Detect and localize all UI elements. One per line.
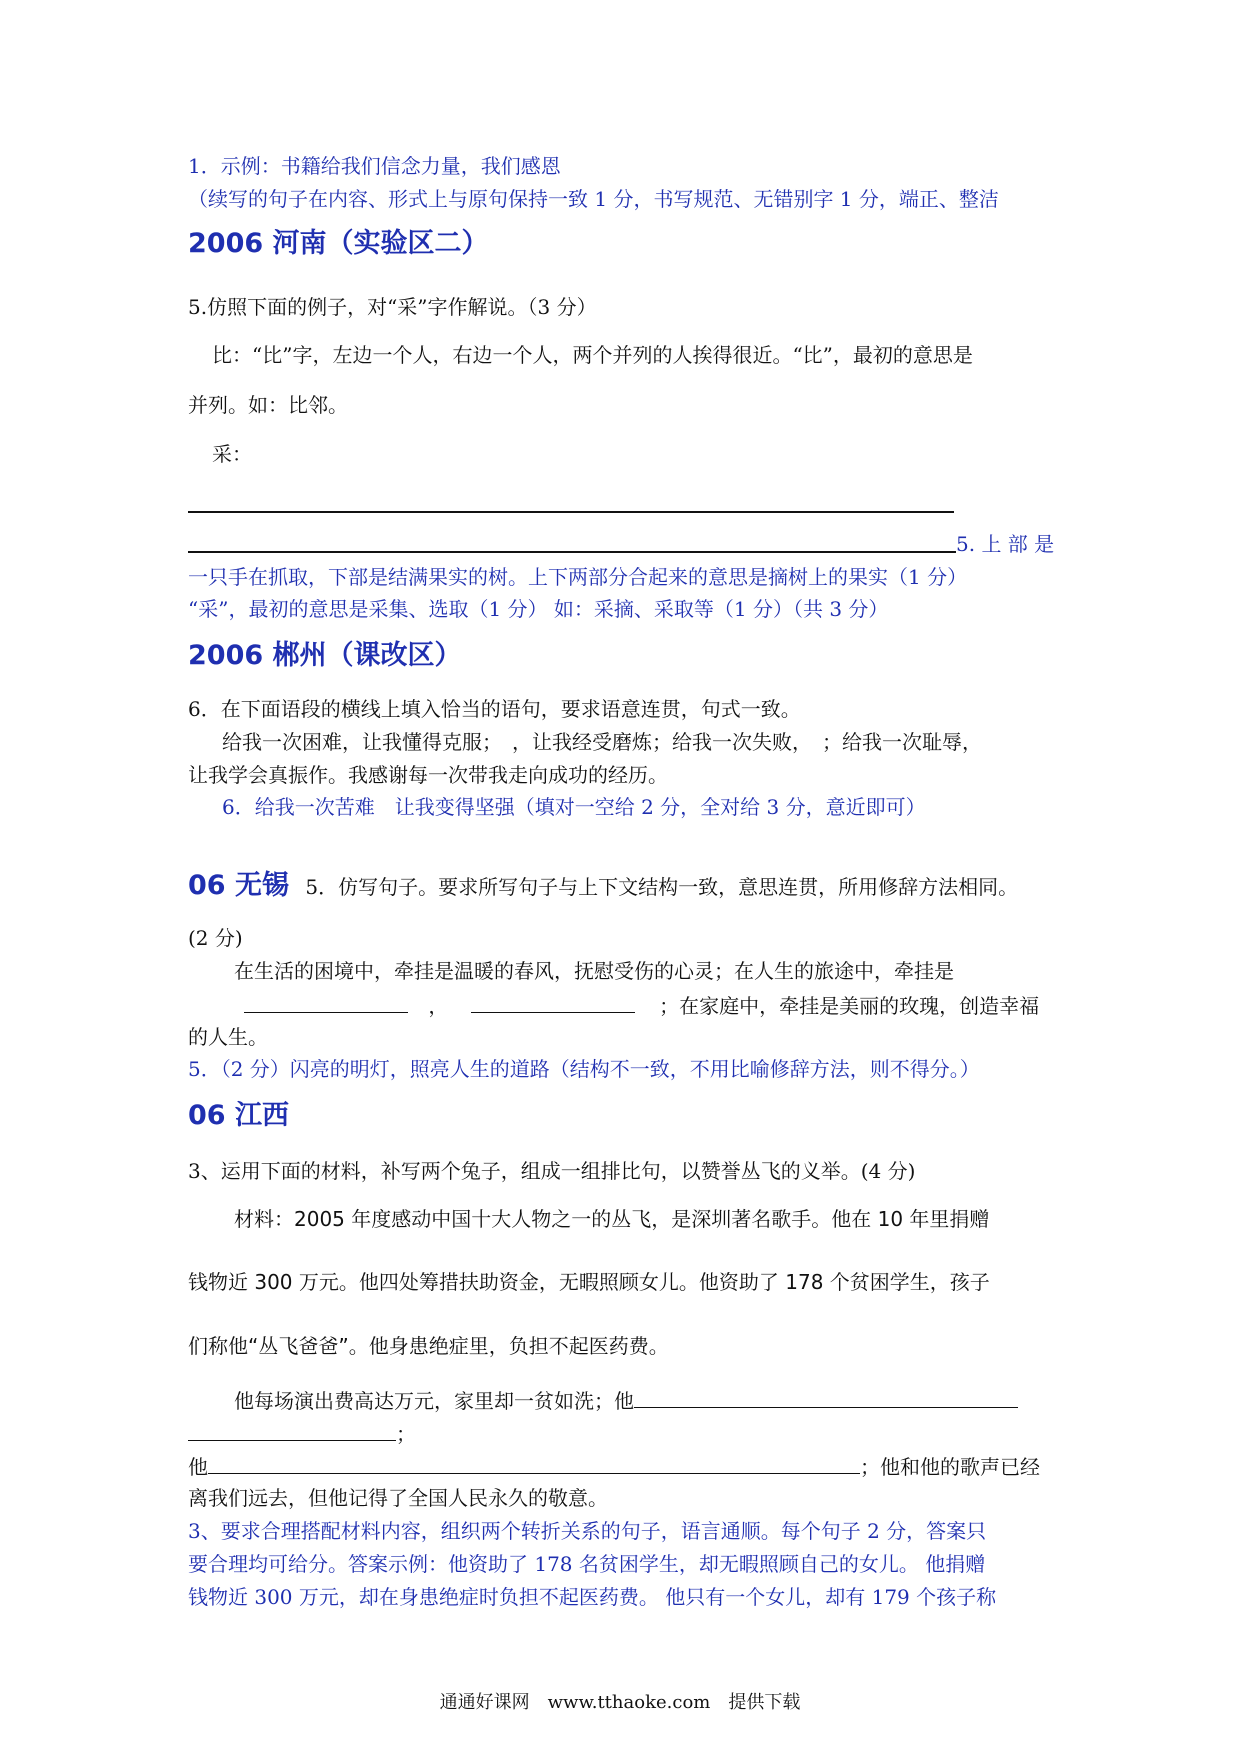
wuxi-blank-1 — [244, 990, 408, 1013]
jiangxi-material-line1: 材料：2005 年度感动中国十大人物之一的丛飞，是深圳著名歌手。他在 10 年里捐赠 — [234, 1207, 990, 1231]
jiangxi-material-line2: 钱物近 300 万元。他四处筹措扶助资金，无暇照顾女儿。他资助了 178 个贫困学生，孩子 — [188, 1270, 990, 1294]
wuxi-comma: ， — [428, 994, 449, 1018]
page-footer: 通通好课网 www.tthaoke.com 提供下载 — [439, 1692, 801, 1713]
chenzhou-heading: 2006 郴州（课改区） — [188, 640, 462, 671]
wuxi-text-line3: 的人生。 — [188, 1025, 268, 1049]
wuxi-heading-row — [188, 872, 1018, 901]
henan-answer-line2: 一只手在抓取，下部是结满果实的树。上下两部分合起来的意思是摘树上的果实（1 分） — [188, 565, 968, 589]
jiangxi-fill-line3-start: 他 — [188, 1455, 208, 1479]
wuxi-score: (2 分) — [188, 926, 243, 950]
jiangxi-blank-1 — [634, 1385, 1018, 1408]
jiangxi-material-line3: 们称他“丛飞爸爸”。他身患绝症里，负担不起医药费。 — [188, 1334, 669, 1358]
jiangxi-fill-line2 — [188, 1418, 416, 1448]
henan-answer-line3: “采”，最初的意思是采集、选取（1 分） 如：采摘、采取等（1 分）（共 3 分） — [188, 597, 889, 621]
jiangxi-blank-1-cont — [188, 1418, 396, 1441]
jiangxi-answer-line2: 要合理均可给分。答案示例：他资助了 178 名贫困学生，却无暇照顾自己的女儿。 他捐赠 — [188, 1552, 986, 1576]
intro-answer-line: 1．示例：书籍给我们信念力量，我们感恩 — [188, 154, 561, 178]
henan-question: 5.仿照下面的例子，对“采”字作解说。（3 分） — [188, 295, 597, 319]
henan-answer-tail: 5. 上 部 是 — [956, 532, 1055, 556]
wuxi-heading: 06 无锡 — [188, 870, 289, 901]
chenzhou-text-line2: 让我学会真振作。我感谢每一次带我走向成功的经历。 — [188, 763, 668, 787]
wuxi-question: 5．仿写句子。要求所写句子与上下文结构一致，意思连贯，所用修辞方法相同。 — [305, 875, 1019, 899]
jiangxi-fill-line1 — [234, 1385, 1018, 1415]
wuxi-text-line2 — [244, 990, 1039, 1020]
henan-example-line1: 比：“比”字，左边一个人，右边一个人，两个并列的人挨得很近。“比”，最初的意思是 — [212, 343, 973, 367]
jiangxi-fill-line1-text: 他每场演出费高达万元，家里却一贫如洗；他 — [234, 1389, 634, 1413]
wuxi-text-line2-tail: ；在家庭中，牵挂是美丽的玫瑰，创造幸福 — [659, 994, 1040, 1018]
jiangxi-fill-line3-tail: ；他和他的歌声已经 — [860, 1455, 1040, 1479]
henan-example-line2: 并列。如：比邻。 — [188, 393, 348, 417]
jiangxi-answer-line1: 3、要求合理搭配材料内容，组织两个转折关系的句子，语言通顺。每个句子 2 分，答案只 — [188, 1519, 987, 1543]
jiangxi-question: 3、运用下面的材料，补写两个兔子，组成一组排比句，以赞誉丛飞的义举。(4 分) — [188, 1159, 916, 1183]
wuxi-answer: 5．（2 分）闪亮的明灯，照亮人生的道路（结构不一致，不用比喻修辞方法，则不得分。） — [188, 1057, 980, 1081]
wuxi-text-line1: 在生活的困境中，牵挂是温暖的春风，抚慰受伤的心灵；在人生的旅途中，牵挂是 — [234, 959, 954, 983]
jiangxi-answer-line3: 钱物近 300 万元，却在身患绝症时负担不起医药费。 他只有一个女儿，却有 179 个孩子称 — [188, 1585, 997, 1609]
answer-blank-line-1 — [188, 511, 954, 513]
jiangxi-fill-line3 — [188, 1451, 1040, 1481]
answer-blank-line-2 — [188, 551, 956, 553]
jiangxi-blank-2 — [208, 1451, 860, 1474]
jiangxi-heading: 06 江西 — [188, 1100, 289, 1131]
intro-scoring-line: （续写的句子在内容、形式上与原句保持一致 1 分，书写规范、无错别字 1 分，端正、整洁 — [188, 187, 999, 211]
henan-heading: 2006 河南（实验区二） — [188, 228, 489, 259]
jiangxi-semicolon: ； — [396, 1422, 416, 1446]
chenzhou-question: 6．在下面语段的横线上填入恰当的语句，要求语意连贯，句式一致。 — [188, 697, 801, 721]
henan-prompt: 采： — [212, 442, 252, 466]
wuxi-blank-2 — [471, 990, 635, 1013]
jiangxi-fill-line4: 离我们远去，但他记得了全国人民永久的敬意。 — [188, 1486, 608, 1510]
chenzhou-answer: 6．给我一次苦难 让我变得坚强（填对一空给 2 分，全对给 3 分，意近即可） — [222, 795, 926, 819]
chenzhou-text-line1: 给我一次困难，让我懂得克服； ，让我经受磨炼；给我一次失败， ；给我一次耻辱， — [222, 730, 982, 754]
